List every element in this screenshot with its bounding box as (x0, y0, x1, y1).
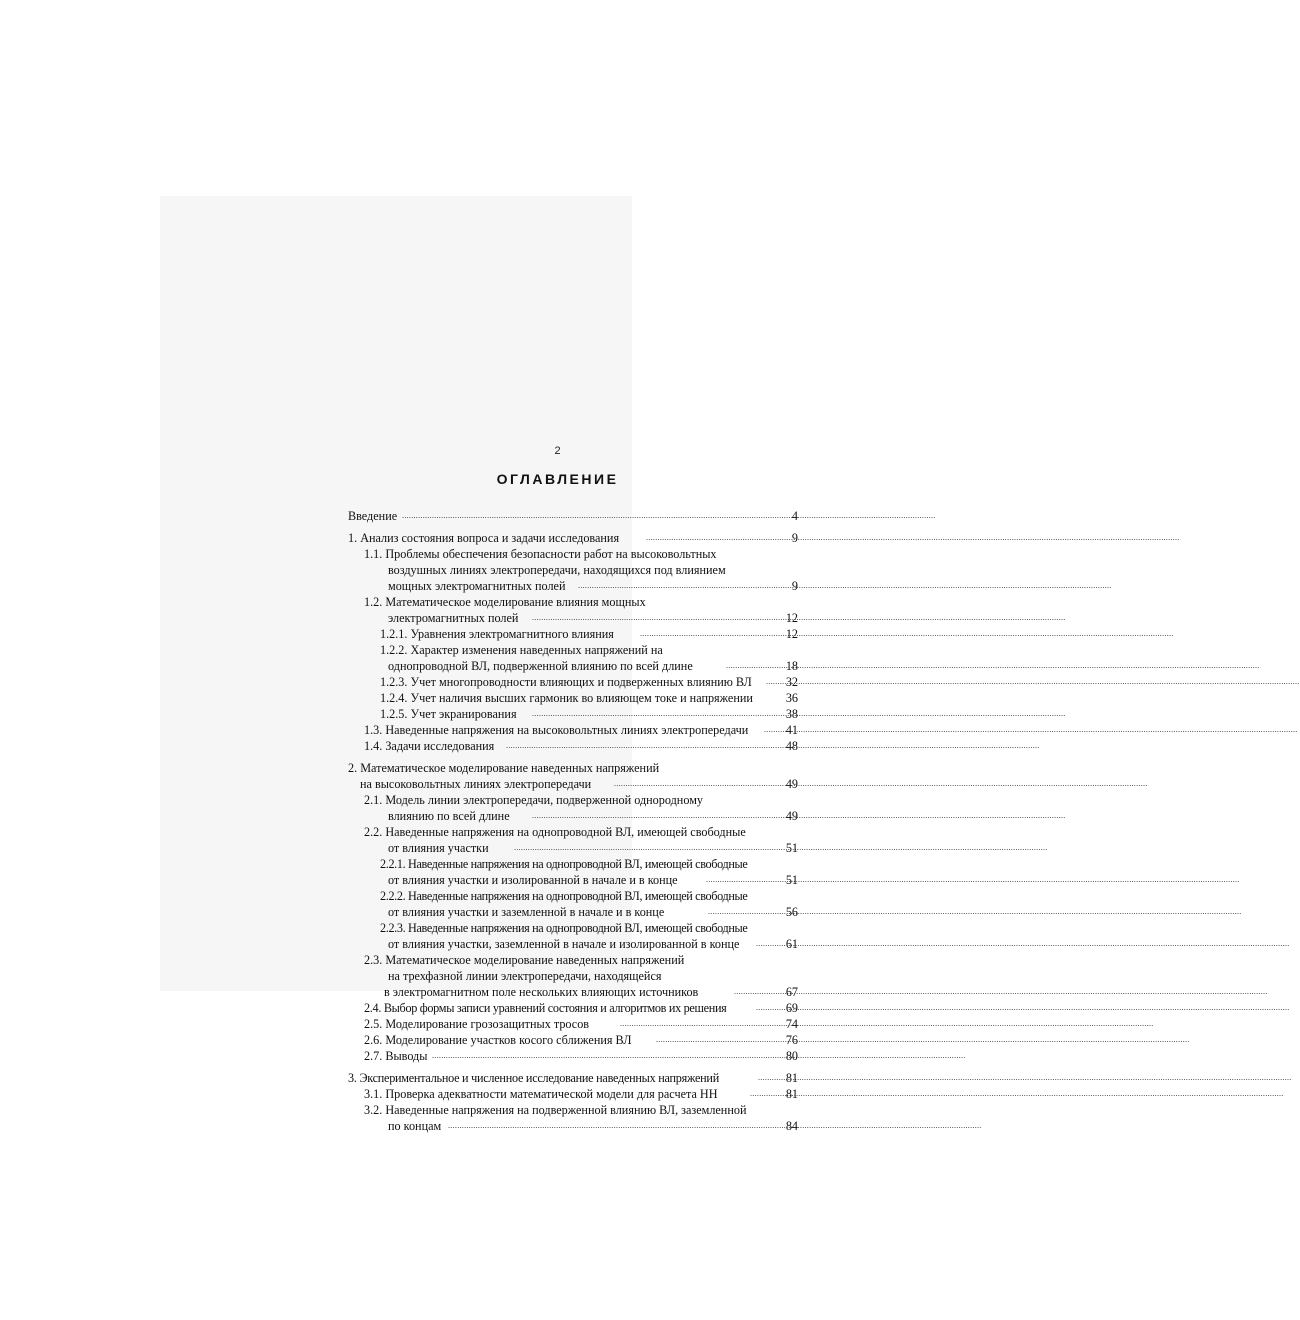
toc-entry-1-2-2-cont[interactable] (160, 658, 955, 674)
toc-entry-1-2-cont[interactable] (160, 610, 955, 626)
toc-entry-text: 1.4. Задачи исследования (364, 739, 495, 753)
toc-entry-text: по концам (388, 1119, 442, 1133)
toc-entry-text: в электромагнитном поле нескольких влияющих источников (384, 985, 699, 999)
toc-entry-text: 1.2.2. Характер изменения наведенных напряжений на (380, 643, 663, 657)
toc-entry-page: 9 (791, 579, 798, 593)
toc-entry-page: 51 (785, 873, 798, 887)
toc-entry-text: 1.1. Проблемы обеспечения безопасности работ на высоковольтных (364, 547, 717, 561)
toc-entry-text: 2.2.1. Наведенные напряжения на однопроводной ВЛ, имеющей свободные (380, 857, 748, 871)
toc-entry-page: 67 (785, 985, 798, 999)
toc-entry-2-2-1-cont[interactable] (160, 872, 955, 888)
toc-entry-3[interactable] (160, 1070, 955, 1086)
toc-entry-1-1[interactable] (160, 546, 955, 562)
toc-entry-page: 48 (785, 739, 798, 753)
dot-leader (506, 738, 774, 754)
toc-entry-1-2-5[interactable] (160, 706, 955, 722)
toc-entry-page: 41 (785, 723, 798, 737)
toc-entry-text: 1.2.1. Уравнения электромагнитного влияния (380, 627, 614, 641)
dot-leader (646, 530, 774, 546)
toc-entry-text: от влияния участки, заземленной в начале и изолированной в конце (388, 937, 740, 951)
toc-entry-text: влиянию по всей длине (388, 809, 510, 823)
toc-entry-2-2-3[interactable] (160, 920, 955, 936)
toc-entry-2-cont[interactable] (160, 776, 955, 792)
toc-entry-text: 1.2.4. Учет наличия высших гармоник во влияющем токе и напряжении (380, 691, 753, 705)
toc-entry-2[interactable] (160, 760, 955, 776)
toc-entry-2-3[interactable] (160, 952, 955, 968)
toc-entry-text: 2.6. Моделирование участков косого сближения ВЛ (364, 1033, 632, 1047)
toc-entry-page: 9 (791, 531, 798, 545)
dot-leader (706, 872, 774, 888)
dot-leader (578, 578, 774, 594)
dot-leader (614, 776, 774, 792)
toc-entry-1-2-4[interactable] (160, 690, 955, 706)
toc-entry-page: 12 (785, 611, 798, 625)
dot-leader (532, 706, 774, 722)
toc-entry-page: 84 (785, 1119, 798, 1133)
toc-entry-1-2-1[interactable] (160, 626, 955, 642)
toc-entry-text: 2.2. Наведенные напряжения на однопроводной ВЛ, имеющей свободные (364, 825, 746, 839)
toc-entry-1-2-3[interactable] (160, 674, 955, 690)
toc-entry-text: 1. Анализ состояния вопроса и задачи исследования (348, 531, 620, 545)
toc-entry-page: 36 (785, 691, 798, 705)
dot-leader (734, 984, 774, 1000)
toc-entry-2-2[interactable] (160, 824, 955, 840)
toc-entry-text: 2.1. Модель линии электропередачи, подверженной однородному (364, 793, 703, 807)
toc-entry-text: Введение (348, 509, 398, 523)
dot-leader (532, 610, 774, 626)
dot-leader (402, 508, 774, 524)
toc-entry-text: от влияния участки и изолированной в начале и в конце (388, 873, 678, 887)
toc-entry-page: 49 (785, 777, 798, 791)
toc-entry-text: 1.2.3. Учет многопроводности влияющих и подверженных влиянию ВЛ (380, 675, 752, 689)
toc-entry-3-2[interactable] (160, 1102, 955, 1118)
dot-leader (656, 1032, 774, 1048)
toc-entry-3-2-cont[interactable] (160, 1118, 955, 1134)
toc-entry-2-2-cont[interactable] (160, 840, 955, 856)
toc-entry-text: 2.7. Выводы (364, 1049, 428, 1063)
toc-entry-1-2-2[interactable] (160, 642, 955, 658)
toc-entry-2-2-2-cont[interactable] (160, 904, 955, 920)
toc-entry-3-1[interactable] (160, 1086, 955, 1102)
toc-entry-text: 2.2.3. Наведенные напряжения на однопроводной ВЛ, имеющей свободные (380, 921, 748, 935)
dot-leader (756, 1000, 774, 1016)
toc-entry-2-6[interactable] (160, 1032, 955, 1048)
toc-entry-2-5[interactable] (160, 1016, 955, 1032)
toc-entry-page: 38 (785, 707, 798, 721)
toc-entry-text: мощных электромагнитных полей (388, 579, 566, 593)
dot-leader (750, 1086, 774, 1102)
toc-entry-1-2[interactable] (160, 594, 955, 610)
toc-entry-text: однопроводной ВЛ, подверженной влиянию по всей длине (388, 659, 693, 673)
toc-entry-1-1-cont[interactable] (160, 562, 955, 578)
toc-entry-page: 32 (785, 675, 798, 689)
toc-entry-page: 81 (785, 1071, 798, 1085)
table-of-contents (160, 196, 955, 1320)
toc-entry-text: 2.3. Математическое моделирование наведенных напряжений (364, 953, 685, 967)
toc-entry-intro[interactable] (160, 508, 955, 524)
toc-entry-text: 2.5. Моделирование грозозащитных тросов (364, 1017, 590, 1031)
toc-entry-2-1[interactable] (160, 792, 955, 808)
dot-leader (620, 1016, 774, 1032)
toc-entry-page: 76 (785, 1033, 798, 1047)
toc-entry-2-2-2[interactable] (160, 888, 955, 904)
toc-entry-text: от влияния участки (388, 841, 489, 855)
toc-entry-text: 3. Экспериментальное и численное исследование наведенных напряжений (348, 1071, 719, 1085)
toc-entry-page: 4 (791, 509, 798, 523)
toc-entry-text: 1.2.5. Учет экранирования (380, 707, 517, 721)
toc-title: ОГЛАВЛЕНИЕ (496, 471, 619, 487)
toc-entry-text: 1.3. Наведенные напряжения на высоковольтных линиях электропередачи (364, 723, 749, 737)
toc-entry-text: 2.4. Выбор формы записи уравнений состояния и алгоритмов их решения (364, 1001, 727, 1015)
dot-leader (756, 936, 774, 952)
dot-leader (532, 808, 774, 824)
toc-entry-2-4[interactable] (160, 1000, 955, 1016)
toc-entry-page: 18 (785, 659, 798, 673)
dot-leader (764, 722, 776, 738)
toc-entry-page: 80 (785, 1049, 798, 1063)
toc-entry-page: 69 (785, 1001, 798, 1015)
toc-entry-text: на трехфазной линии электропередачи, находящейся (388, 969, 662, 983)
dot-leader (432, 1048, 774, 1064)
dot-leader (708, 904, 774, 920)
toc-entry-page: 61 (785, 937, 798, 951)
toc-entry-text: от влияния участки и заземленной в начале и в конце (388, 905, 665, 919)
toc-entry-1-3[interactable] (160, 722, 955, 738)
toc-entry-text: на высоковольтных линиях электропередачи (360, 777, 592, 791)
dot-leader (766, 674, 776, 690)
toc-entry-2-3-cont[interactable] (160, 968, 955, 984)
toc-entry-page: 51 (785, 841, 798, 855)
toc-entry-2-2-3-cont[interactable] (160, 936, 955, 952)
dot-leader (448, 1118, 774, 1134)
dot-leader (758, 1070, 774, 1086)
toc-entry-page: 56 (785, 905, 798, 919)
toc-entry-1-4[interactable] (160, 738, 955, 754)
toc-entry-page: 74 (785, 1017, 798, 1031)
toc-entry-1-1-cont[interactable] (160, 578, 955, 594)
toc-entry-text: 1.2. Математическое моделирование влияния мощных (364, 595, 646, 609)
dot-leader (640, 626, 774, 642)
toc-entry-2-2-1[interactable] (160, 856, 955, 872)
toc-entry-2-3-cont[interactable] (160, 984, 955, 1000)
dot-leader (726, 658, 774, 674)
toc-entry-page: 49 (785, 809, 798, 823)
page-sheet (160, 196, 798, 1133)
toc-entry-text: 3.1. Проверка адекватности математической модели для расчета НН (364, 1087, 718, 1101)
toc-entry-2-7[interactable] (160, 1048, 955, 1064)
toc-entry-page: 12 (785, 627, 798, 641)
toc-entry-text: 3.2. Наведенные напряжения на подверженной влиянию ВЛ, заземленной (364, 1103, 747, 1117)
toc-entry-2-1-cont[interactable] (160, 808, 955, 824)
toc-entry-text: электромагнитных полей (388, 611, 519, 625)
toc-entry-1[interactable] (160, 530, 955, 546)
toc-entry-page: 81 (785, 1087, 798, 1101)
toc-entry-text: 2. Математическое моделирование наведенных напряжений (348, 761, 660, 775)
page-number: 2 (554, 445, 561, 457)
dot-leader (514, 840, 774, 856)
toc-entry-text: 2.2.2. Наведенные напряжения на однопроводной ВЛ, имеющей свободные (380, 889, 748, 903)
toc-entry-text: воздушных линиях электропередачи, находящихся под влиянием (388, 563, 726, 577)
